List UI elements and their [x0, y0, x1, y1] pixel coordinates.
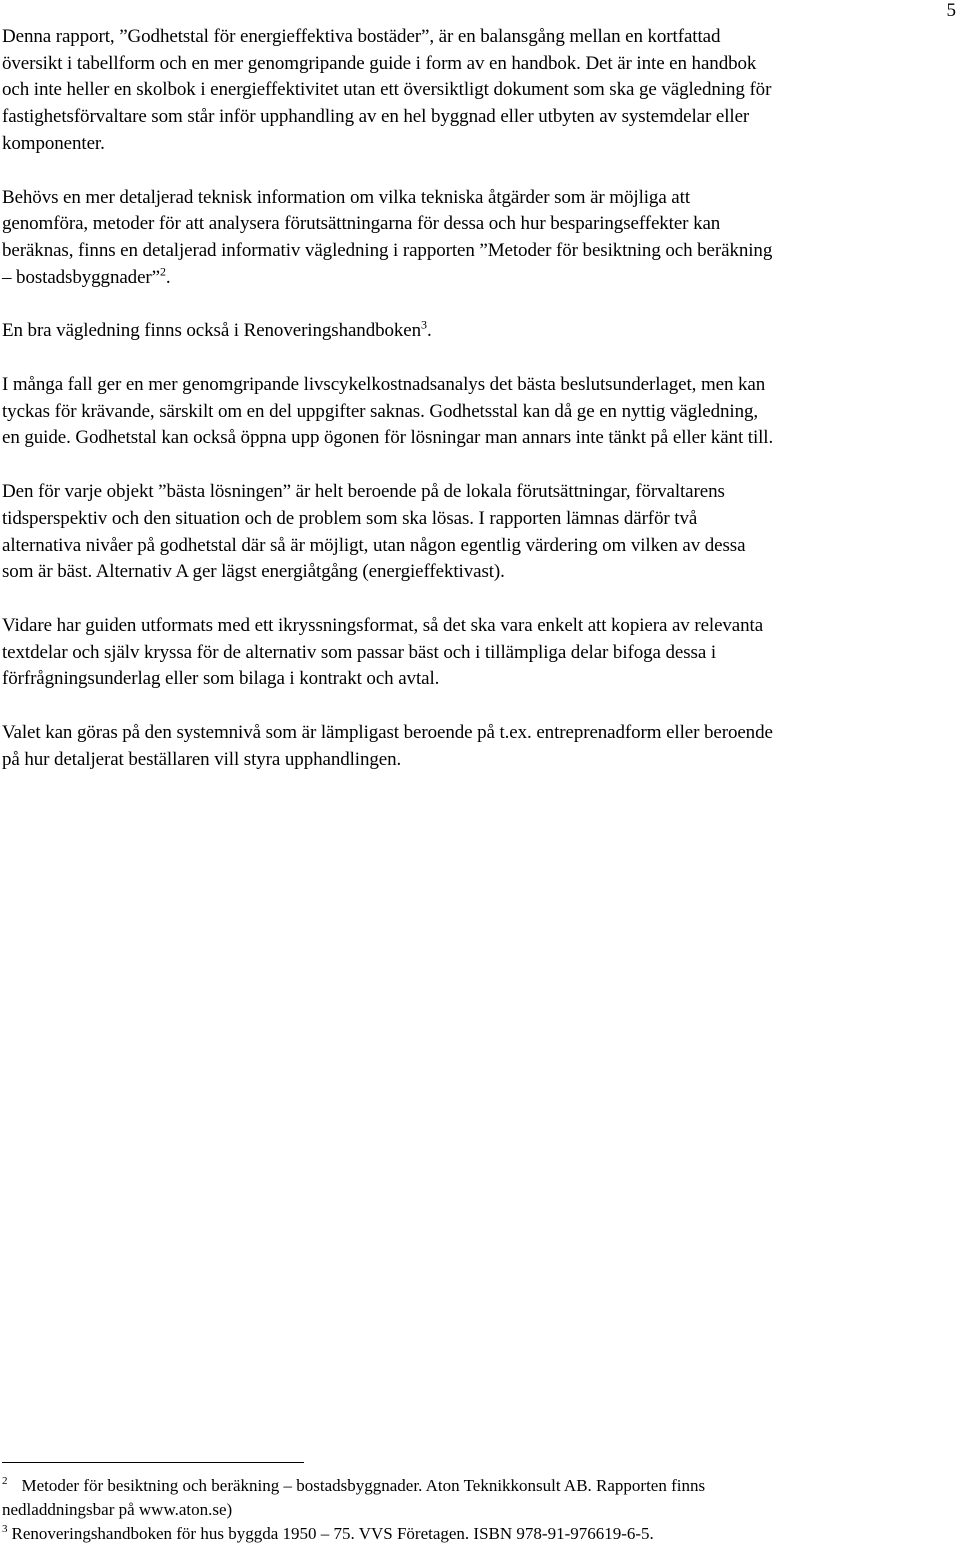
text-segment: – bostadsbyggnader”: [2, 266, 160, 288]
text-line: tidsperspektiv och den situation och de problem som ska lösas. I rapporten lämnas därför två: [2, 507, 698, 529]
text-line: och inte heller en skolbok i energieffektivitet utan ett översiktligt dokument som ska ge vägledning för: [2, 79, 772, 101]
text-line: fastighetsförvaltare som står inför upphandling av en hel byggnad eller utbyten av systemdelar eller: [2, 106, 750, 128]
paragraph-system-level: [2, 720, 958, 773]
text-segment: Renoveringshandboken för hus byggda 1950 – 75. VVS Företagen. ISBN 978-91-976619-6-5.: [11, 1524, 654, 1543]
paragraph-lcc-analysis: [2, 372, 958, 452]
text-line: [2, 1474, 958, 1498]
text-line: [2, 318, 958, 345]
page-number: 5: [946, 0, 956, 21]
text-line: nedladdningsbar på www.aton.se): [2, 1500, 233, 1519]
text-line: som är bäst. Alternativ A ger lägst energiåtgång (energieffektivast).: [2, 561, 505, 583]
text-line: [2, 1522, 958, 1546]
footnote-2: [2, 1474, 958, 1522]
text-segment: .: [426, 320, 432, 342]
text-line: Den för varje objekt ”bästa lösningen” är helt beroende på de lokala förutsättningar, förvaltarens: [2, 481, 725, 503]
text-line: förfrågningsunderlag eller som bilaga i kontrakt och avtal.: [2, 668, 440, 690]
text-line: [2, 265, 958, 292]
body-text: [2, 24, 958, 800]
text-line: genomföra, metoder för att analysera förutsättningarna för dessa och hur besparingseffekter kan: [2, 213, 721, 235]
paragraph-intro: [2, 24, 958, 158]
text-line: alternativa nivåer på godhetstal där så är möjligt, utan någon egentlig värdering om vilken av dessa: [2, 534, 746, 556]
text-line: Behövs en mer detaljerad teknisk information om vilka tekniska åtgärder som är möjliga att: [2, 186, 690, 208]
text-line: på hur detaljerat beställaren vill styra upphandlingen.: [2, 748, 402, 770]
text-line: komponenter.: [2, 132, 105, 154]
footnote-mark: 3: [2, 1523, 8, 1536]
text-line: en guide. Godhetstal kan också öppna upp ögonen för lösningar man annars inte tänkt på eller känt till.: [2, 427, 774, 449]
text-line: Denna rapport, ”Godhetstal för energieffektiva bostäder”, är en balansgång mellan en kortfattad: [2, 26, 721, 47]
text-line: Valet kan göras på den systemnivå som är lämpligast beroende på t.ex. entreprenadform eller beroende: [2, 722, 773, 744]
footnote-reference: 2: [159, 264, 166, 279]
paragraph-detailed-info: [2, 185, 958, 292]
text-segment: Metoder för besiktning och beräkning – bostadsbyggnader. Aton Teknikkonsult AB. Rapporten finns: [21, 1476, 706, 1495]
paragraph-best-solution: [2, 479, 958, 586]
text-segment: En bra vägledning finns också i Renoveringshandboken: [2, 320, 422, 342]
footnote-divider: [2, 1462, 304, 1463]
footnote-mark: 2: [2, 1475, 8, 1488]
text-line: textdelar och själv kryssa för de alternativ som passar bäst och i tillämpliga delar bifoga dessa i: [2, 641, 716, 663]
text-segment: .: [165, 266, 171, 288]
text-line: översikt i tabellform och en mer genomgripande guide i form av en handbok. Det är inte en handbok: [2, 52, 757, 74]
paragraph-checkbox-format: [2, 613, 958, 693]
text-line: Vidare har guiden utformats med ett ikryssningsformat, så det ska vara enkelt att kopiera av relevanta: [2, 614, 764, 636]
footnotes: [2, 1474, 958, 1546]
paragraph-renovation-guide: [2, 318, 958, 345]
footnote-reference: 3: [421, 318, 427, 332]
text-line: I många fall ger en mer genomgripande livscykelkostnadsanalys det bästa beslutsunderlaget, men kan: [2, 374, 766, 396]
footnote-3: [2, 1522, 958, 1546]
text-line: tyckas för krävande, särskilt om en del uppgifter saknas. Godhetsstal kan då ge en nyttig vägledning,: [2, 400, 759, 422]
text-line: beräknas, finns en detaljerad informativ vägledning i rapporten ”Metoder för besiktning och beräkning: [2, 239, 773, 261]
